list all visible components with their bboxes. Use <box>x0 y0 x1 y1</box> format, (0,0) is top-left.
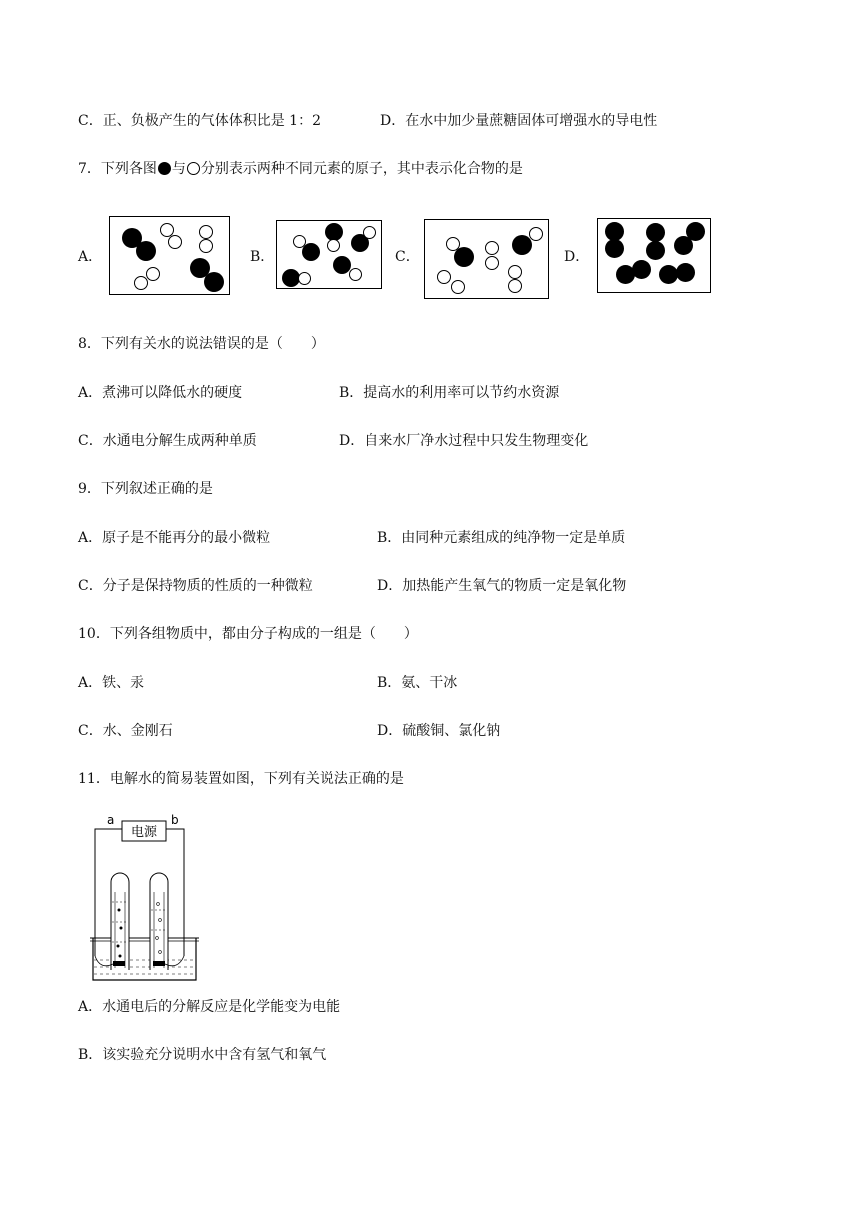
atom <box>605 239 624 258</box>
atom <box>508 265 522 279</box>
atom <box>646 241 665 260</box>
atom <box>659 265 678 284</box>
atom <box>454 247 474 267</box>
atom <box>136 241 156 261</box>
atom <box>485 256 499 270</box>
atom <box>676 263 695 282</box>
q8-option-c: C．水通电分解生成两种单质 <box>78 433 257 449</box>
atom <box>199 239 213 253</box>
black-atom-icon <box>158 162 171 175</box>
atom <box>646 223 665 242</box>
atom <box>363 226 376 239</box>
q7-label-d: D． <box>564 249 590 265</box>
q10-option-d: D．硫酸铜、氯化钠 <box>377 723 501 739</box>
q7-stem <box>78 159 523 179</box>
q8-option-b: B．提高水的利用率可以节约水资源 <box>339 385 560 401</box>
q6-option-d: D．在水中加少量蔗糖固体可增强水的导电性 <box>380 113 658 129</box>
q11-option-a: A．水通电后的分解反应是化学能变为电能 <box>78 999 341 1015</box>
atom <box>199 225 213 239</box>
q7-diagram-d <box>597 218 711 293</box>
q9-stem: 9．下列叙述正确的是 <box>78 481 213 497</box>
q7-label-a: A． <box>78 249 103 265</box>
atom <box>134 276 148 290</box>
q9-option-b: B．由同种元素组成的纯净物一定是单质 <box>377 530 626 546</box>
atom <box>508 279 522 293</box>
q11-stem: 11．电解水的简易装置如图，下列有关说法正确的是 <box>78 771 404 787</box>
q8-option-a: A．煮沸可以降低水的硬度 <box>78 385 243 401</box>
atom <box>632 260 651 279</box>
atom <box>302 243 320 261</box>
q9-option-c: C．分子是保持物质的性质的一种微粒 <box>78 578 313 594</box>
atom <box>686 222 705 241</box>
atom <box>327 239 340 252</box>
q7-label-b: B． <box>250 249 275 265</box>
electrode-left <box>113 961 125 966</box>
q7-stem-part3: 分别表示两种不同元素的原子，其中表示化合物的是 <box>200 161 523 177</box>
q8-stem: 8．下列有关水的说法错误的是（ ） <box>78 336 325 352</box>
q9-option-a: A．原子是不能再分的最小微粒 <box>78 530 271 546</box>
terminal-b-label: b <box>171 813 179 827</box>
terminal-a-label: a <box>107 813 115 827</box>
q9-option-d: D．加热能产生氧气的物质一定是氧化物 <box>377 578 627 594</box>
white-atom-icon <box>187 162 200 175</box>
q10-option-a: A．铁、汞 <box>78 675 145 691</box>
atom <box>437 270 451 284</box>
atom <box>529 227 543 241</box>
atom <box>512 235 532 255</box>
atom <box>298 272 311 285</box>
atom <box>451 280 465 294</box>
q10-option-c: C．水、金刚石 <box>78 723 173 739</box>
q8-option-d: D．自来水厂净水过程中只发生物理变化 <box>339 433 589 449</box>
atom <box>349 268 362 281</box>
q7-diagram-b <box>276 220 382 289</box>
q10-stem: 10．下列各组物质中，都由分子构成的一组是（ ） <box>78 626 418 642</box>
q7-diagram-a <box>109 216 230 295</box>
atom <box>333 256 351 274</box>
q7-stem-part2: 与 <box>171 161 186 177</box>
electrolysis-apparatus-diagram <box>86 810 206 988</box>
power-supply-label: 电源 <box>130 825 158 840</box>
atom <box>204 272 224 292</box>
q7-diagram-c <box>424 219 549 299</box>
q11-option-b: B．该实验充分说明水中含有氢气和氧气 <box>78 1047 327 1063</box>
q10-option-b: B．氨、干冰 <box>377 675 458 691</box>
atom <box>146 267 160 281</box>
test-tube-right <box>150 873 168 970</box>
wire-b <box>166 829 184 956</box>
q7-label-c: C． <box>395 249 420 265</box>
q7-stem-part1: 7．下列各图 <box>78 161 157 177</box>
atom <box>485 241 499 255</box>
atom <box>168 235 182 249</box>
q6-option-c: C．正、负极产生的气体体积比是 1：2 <box>78 113 321 129</box>
electrode-right <box>153 961 165 966</box>
